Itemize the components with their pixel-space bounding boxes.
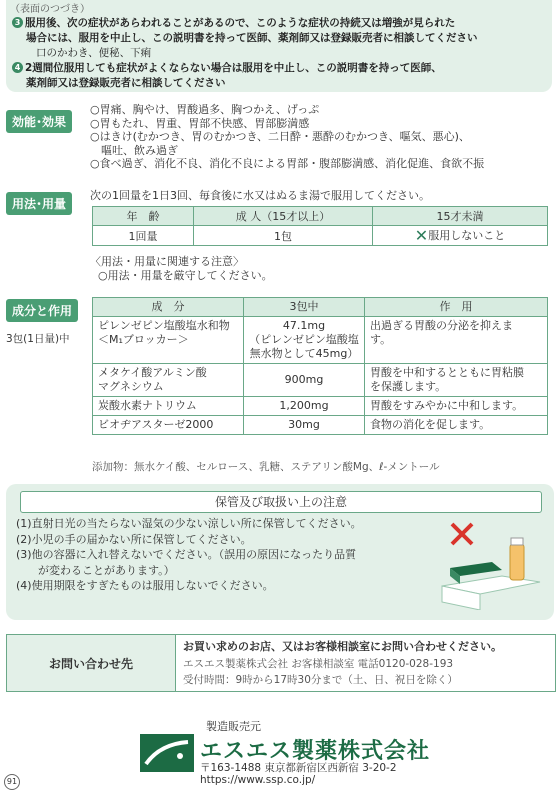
ingredients-table [92,297,548,435]
manufacturer-role: 製造販売元 [206,720,261,733]
dosage-row-label: 1回量 [93,226,194,246]
precaution-item-3-symptoms: 口のかわき、便秘、下痢 [36,47,152,59]
contact-label: お問い合わせ先 [7,635,176,691]
storage-title: 保管及び取扱い上の注意 [20,491,542,513]
dosage-adult-value: 1包 [194,226,373,246]
contact-line-2: エスエス製薬株式会社 お客様相談室 電話0120-028-193 [183,658,454,670]
company-url: https://www.ssp.co.jp/ [200,774,316,786]
ingredients-header-name: 成 分 [93,298,244,317]
dosage-header-age: 年 齢 [93,207,194,226]
efficacy-line: ○はきけ(むかつき、胃のむかつき、二日酔・悪酔のむかつき、嘔気、悪心)、 [90,130,470,143]
storage-list [16,516,362,594]
additives-text: 添加物：無水ケイ酸、セルロース、乳糖、ステアリン酸Mg、ℓ-メントール [92,461,440,473]
storage-illustration [432,518,550,610]
table-row: 炭酸水素ナトリウム 1,200mg 胃酸をすみやかに中和します。 [93,397,548,416]
dosage-header-child: 15才未満 [373,207,548,226]
company-logo-icon [140,734,194,772]
ingredients-header-amount: 3包中 [244,298,365,317]
precaution-item-4-line1: 4 2週間位服用しても症状がよくならない場合は服用を中止し、この説明書を持って医師、 [12,60,442,75]
dosage-note-text: ○用法・用量を厳守してください。 [98,269,273,282]
page-number: 91 [4,774,20,790]
efficacy-line: ○胃痛、胸やけ、胃酸過多、胸つかえ、げっぷ [90,103,320,116]
table-row: ピレンゼピン塩酸塩水和物 ＜M₁ブロッカー＞ 47.1mg （ピレンゼピン塩酸塩 無水物として45mg） 出過ぎる胃酸の分泌を抑えま す。 [93,317,548,364]
storage-item: (4)使用期限をすぎたものは服用しないでください。 [16,579,274,592]
dosage-header-adult: 成 人（15才以上） [194,207,373,226]
efficacy-line: ○食べ過ぎ、消化不良、消化不良による胃部・腹部膨満感、消化促進、食欲不振 [90,157,485,170]
number-3-icon: 3 [12,17,23,28]
dosage-label: 用法･用量 [6,192,72,215]
storage-item: (1)直射日光の当たらない湿気の少ない涼しい所に保管してください。 [16,517,362,530]
precaution-item-3-line1: 3 服用後、次の症状があらわれることがあるので、このような症状の持続又は増強が見られた [12,15,455,30]
dosage-intro: 次の1回量を1日3回、毎食後に水又はぬるま湯で服用してください。 [90,189,430,202]
ingredients-header-action: 作 用 [365,298,548,317]
storage-item: が変わることがあります。） [16,563,175,577]
ingredients-daily-note: 3包(1日量)中 [6,333,70,345]
efficacy-line: ○胃もたれ、胃重、胃部不快感、胃部膨満感 [90,116,310,130]
storage-item: (2)小児の手の届かない所に保管してください。 [16,532,252,546]
company-address: 〒163-1488 東京都新宿区西新宿 3-20-2 [200,762,397,774]
dosage-table [92,206,548,246]
storage-item: (3)他の容器に入れ替えないでください。（誤用の原因になったり品質 [16,548,357,561]
contact-box [6,634,556,692]
company-name: エスエス製薬株式会社 [200,739,431,764]
precaution-item-4-line2: 薬剤師又は登録販売者に相談してください [26,77,226,89]
table-row: メタケイ酸アルミン酸 マグネシウム 900mg 胃酸を中和するとともに胃粘膜 を保護します。 [93,364,548,397]
precaution-item-3-line2: 場合には、服用を中止し、この説明書を持って医師、薬剤師又は登録販売者に相談してください [26,32,478,44]
table-row: ビオヂアスターゼ2000 30mg 食物の消化を促します。 [93,416,548,435]
efficacy-list [90,103,484,171]
continued-header: （表面のつづき） [10,4,90,15]
contact-line-1: お買い求めのお店、又はお客様相談室にお問い合わせください。 [183,640,502,653]
dosage-child-value: ✕服用しないこと [373,226,548,246]
number-4-icon: 4 [12,62,23,73]
efficacy-line: 嘔吐、飲み過ぎ [90,143,178,157]
cross-icon: ✕ [414,226,429,245]
efficacy-label: 効能･効果 [6,110,72,133]
contact-line-3: 受付時間：9時から17時30分まで（土、日、祝日を除く） [183,674,458,686]
ingredients-label: 成分と作用 [6,299,78,322]
dosage-note-title: 〈用法・用量に関連する注意〉 [90,255,244,268]
